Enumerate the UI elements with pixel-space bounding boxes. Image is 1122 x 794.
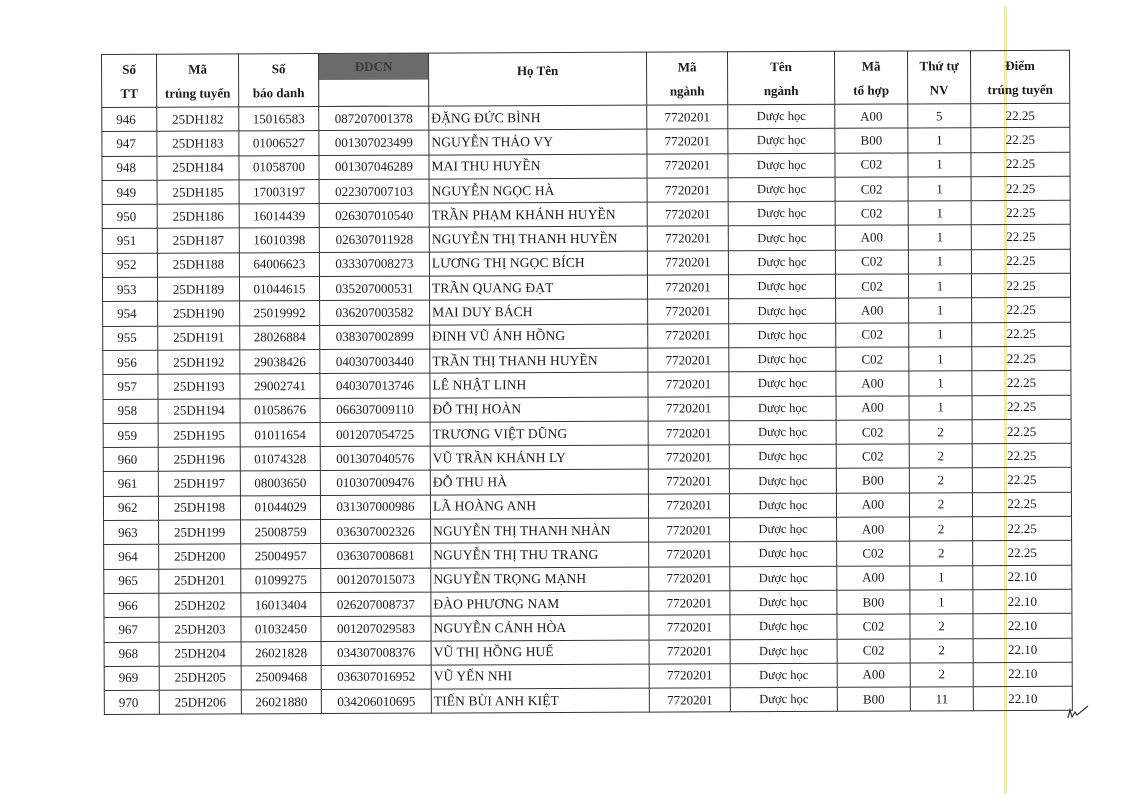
cell-preference-order: 1: [908, 274, 971, 299]
cell-stt: 950: [102, 204, 157, 229]
cell-admission-code: 25DH196: [158, 447, 240, 472]
cell-candidate-number: 16014439: [239, 204, 319, 229]
cell-candidate-number: 01006527: [239, 131, 319, 156]
cell-major-name: Dược học: [728, 201, 835, 226]
cell-candidate-number: 64006623: [239, 252, 319, 277]
header-row: [102, 50, 1070, 107]
cell-preference-order: 1: [908, 177, 971, 202]
cell-candidate-number: 25019992: [240, 301, 320, 326]
cell-admission-score: 22.25: [971, 225, 1070, 250]
cell-admission-score: 22.10: [973, 565, 1072, 590]
cell-subject-group: A00: [837, 663, 910, 688]
cell-full-name: TRẦN THỊ THANH HUYỀN: [430, 348, 648, 373]
cell-stt: 951: [102, 229, 157, 254]
header-admission-code: Mã trúng tuyển: [157, 54, 239, 107]
cell-major-name: Dược học: [730, 542, 837, 567]
cell-admission-score: 22.25: [972, 443, 1071, 468]
cell-stt: 966: [104, 593, 159, 618]
cell-id-number: 026207008737: [321, 592, 431, 617]
cell-subject-group: A00: [836, 298, 909, 323]
cell-admission-score: 22.25: [971, 128, 1070, 153]
cell-admission-code: 25DH182: [157, 107, 239, 132]
cell-subject-group: C02: [836, 347, 909, 372]
cell-admission-code: 25DH201: [159, 569, 241, 594]
cell-major-code: 7720201: [648, 299, 729, 324]
cell-full-name: NGUYỄN NGỌC HÀ: [429, 178, 647, 203]
cell-full-name: TRẦN PHẠM KHÁNH HUYỀN: [429, 202, 647, 227]
cell-admission-score: 22.25: [972, 492, 1071, 517]
cell-subject-group: C02: [836, 420, 909, 445]
cell-admission-code: 25DH183: [157, 131, 239, 156]
cell-major-name: Dược học: [730, 615, 837, 640]
cell-candidate-number: 25004957: [241, 544, 321, 569]
cell-admission-score: 22.25: [971, 200, 1070, 225]
cell-major-name: Dược học: [730, 663, 837, 688]
cell-stt: 970: [104, 690, 159, 715]
cell-major-code: 7720201: [648, 372, 729, 397]
cell-id-number: 087207001378: [319, 106, 429, 131]
cell-preference-order: 1: [909, 347, 972, 372]
cell-major-code: 7720201: [649, 664, 730, 689]
cell-major-code: 7720201: [648, 396, 729, 421]
cell-admission-score: 22.25: [973, 541, 1072, 566]
cell-admission-code: 25DH195: [158, 423, 240, 448]
cell-candidate-number: 01058676: [240, 398, 320, 423]
cell-admission-score: 22.25: [972, 371, 1071, 396]
table-body: [102, 103, 1073, 715]
cell-stt: 954: [103, 302, 158, 327]
table-row: [104, 686, 1072, 715]
cell-id-number: 022307007103: [319, 179, 429, 204]
cell-major-name: Dược học: [730, 517, 837, 542]
cell-subject-group: A00: [836, 396, 909, 421]
cell-id-number: 036307008681: [321, 543, 431, 568]
cell-stt: 949: [102, 180, 157, 205]
cell-full-name: ĐÀO PHƯƠNG NAM: [431, 591, 649, 616]
cell-preference-order: 1: [909, 371, 972, 396]
cell-admission-score: 22.10: [973, 589, 1072, 614]
cell-major-name: Dược học: [729, 420, 836, 445]
cell-stt: 953: [102, 277, 157, 302]
cell-major-code: 7720201: [649, 688, 730, 713]
cell-major-code: 7720201: [647, 153, 728, 178]
cell-stt: 955: [103, 326, 158, 351]
cell-major-name: Dược học: [729, 444, 836, 469]
cell-major-code: 7720201: [647, 129, 728, 154]
cell-major-name: Dược học: [730, 566, 837, 591]
cell-full-name: MAI DUY BÁCH: [430, 299, 648, 324]
cell-major-name: Dược học: [730, 639, 837, 664]
cell-major-name: Dược học: [728, 226, 835, 251]
cell-subject-group: A00: [837, 517, 910, 542]
cell-stt: 968: [104, 642, 159, 667]
cell-full-name: VŨ YẾN NHI: [431, 664, 649, 689]
cell-major-name: Dược học: [729, 347, 836, 372]
cell-full-name: LƯƠNG THỊ NGỌC BÍCH: [429, 251, 647, 276]
cell-major-code: 7720201: [648, 421, 729, 446]
cell-candidate-number: 01074328: [240, 447, 320, 472]
cell-stt: 947: [102, 132, 157, 157]
cell-major-code: 7720201: [647, 178, 728, 203]
cell-major-code: 7720201: [647, 105, 728, 130]
cell-candidate-number: 16013404: [241, 592, 321, 617]
admission-results-table: [101, 50, 1073, 716]
cell-major-name: Dược học: [729, 396, 836, 421]
cell-admission-score: 22.10: [973, 662, 1072, 687]
cell-stt: 957: [103, 375, 158, 400]
header-subject-group: Mã tổ hợp: [834, 51, 907, 104]
cell-admission-score: 22.25: [972, 346, 1071, 371]
cell-candidate-number: 01044029: [240, 495, 320, 520]
cell-preference-order: 2: [910, 517, 973, 542]
cell-candidate-number: 26021880: [241, 690, 321, 715]
cell-preference-order: 5: [908, 104, 971, 129]
cell-preference-order: 1: [908, 128, 971, 153]
cell-subject-group: C02: [835, 177, 908, 202]
cell-admission-code: 25DH193: [158, 374, 240, 399]
cell-id-number: 026307011928: [319, 228, 429, 253]
cell-full-name: MAI THU HUYỀN: [429, 154, 647, 179]
cell-major-code: 7720201: [647, 202, 728, 227]
cell-preference-order: 1: [908, 201, 971, 226]
cell-candidate-number: 01058700: [239, 155, 319, 180]
cell-admission-code: 25DH184: [157, 155, 239, 180]
cell-subject-group: A00: [837, 566, 910, 591]
cell-subject-group: A00: [835, 225, 908, 250]
cell-major-code: 7720201: [648, 323, 729, 348]
cell-major-code: 7720201: [649, 542, 730, 567]
cell-full-name: VŨ THỊ HỒNG HUẾ: [431, 640, 649, 665]
cell-major-name: Dược học: [728, 177, 835, 202]
cell-stt: 961: [103, 472, 158, 497]
cell-admission-score: 22.25: [971, 103, 1070, 128]
cell-full-name: LÃ HOÀNG ANH: [430, 494, 648, 519]
cell-subject-group: C02: [837, 541, 910, 566]
cell-full-name: NGUYỄN TRỌNG MẠNH: [431, 567, 649, 592]
cell-preference-order: 11: [910, 687, 973, 712]
cell-stt: 960: [103, 447, 158, 472]
cell-preference-order: 1: [909, 298, 972, 323]
cell-candidate-number: 01044615: [239, 277, 319, 302]
cell-preference-order: 2: [910, 614, 973, 639]
cell-stt: 948: [102, 156, 157, 181]
cell-admission-code: 25DH191: [158, 326, 240, 351]
cell-subject-group: B00: [836, 468, 909, 493]
cell-major-name: Dược học: [728, 104, 835, 129]
cell-subject-group: C02: [835, 274, 908, 299]
cell-id-number: 010307009476: [320, 471, 430, 496]
cell-admission-score: 22.25: [972, 298, 1071, 323]
cell-preference-order: 2: [910, 541, 973, 566]
cell-major-name: Dược học: [729, 469, 836, 494]
cell-stt: 969: [104, 666, 159, 691]
cell-subject-group: A00: [836, 493, 909, 518]
cell-major-name: Dược học: [730, 687, 837, 712]
cell-subject-group: C02: [837, 639, 910, 664]
cell-stt: 967: [104, 617, 159, 642]
header-admission-score: Điểm trúng tuyển: [970, 50, 1069, 103]
cell-candidate-number: 28026884: [240, 325, 320, 350]
cell-major-code: 7720201: [647, 226, 728, 251]
cell-id-number: 001307023499: [319, 130, 429, 155]
cell-stt: 956: [103, 350, 158, 375]
cell-preference-order: 2: [909, 492, 972, 517]
cell-candidate-number: 01011654: [240, 422, 320, 447]
cell-preference-order: 1: [908, 152, 971, 177]
cell-candidate-number: 01099275: [241, 568, 321, 593]
cell-subject-group: C02: [835, 201, 908, 226]
cell-id-number: 040307003440: [320, 349, 430, 374]
cell-major-code: 7720201: [649, 639, 730, 664]
cell-admission-score: 22.25: [972, 322, 1071, 347]
cell-admission-score: 22.10: [973, 638, 1072, 663]
cell-preference-order: 1: [908, 249, 971, 274]
cell-preference-order: 1: [910, 590, 973, 615]
cell-id-number: 035207000531: [319, 276, 429, 301]
cell-admission-code: 25DH194: [158, 398, 240, 423]
cell-stt: 946: [102, 107, 157, 132]
cell-id-number: 040307013746: [320, 373, 430, 398]
cell-id-number: 034206010695: [321, 689, 431, 714]
cell-full-name: ĐẶNG ĐỨC BÌNH: [429, 105, 647, 130]
cell-candidate-number: 15016583: [239, 107, 319, 132]
cell-admission-code: 25DH187: [157, 228, 239, 253]
cell-admission-code: 25DH192: [158, 350, 240, 375]
cell-subject-group: A00: [836, 371, 909, 396]
cell-admission-score: 22.25: [971, 273, 1070, 298]
cell-admission-code: 25DH197: [158, 471, 240, 496]
cell-id-number: 001307040576: [320, 446, 430, 471]
cell-id-number: 066307009110: [320, 398, 430, 423]
header-preference-order: Thứ tự NV: [907, 51, 970, 104]
cell-major-name: Dược học: [729, 323, 836, 348]
cell-major-code: 7720201: [648, 445, 729, 470]
cell-major-code: 7720201: [649, 615, 730, 640]
cell-admission-code: 25DH189: [157, 277, 239, 302]
cell-subject-group: A00: [835, 104, 908, 129]
cell-admission-score: 22.10: [973, 686, 1072, 711]
header-stt: Số TT: [102, 54, 157, 107]
cell-full-name: ĐỖ THỊ HOÀN: [430, 397, 648, 422]
cell-preference-order: 2: [909, 468, 972, 493]
cell-major-code: 7720201: [649, 566, 730, 591]
cell-id-number: 036307002326: [321, 519, 431, 544]
cell-stt: 962: [103, 496, 158, 521]
cell-subject-group: C02: [835, 250, 908, 275]
header-full-name: Họ Tên: [428, 52, 646, 106]
cell-major-name: Dược học: [728, 153, 835, 178]
cell-major-code: 7720201: [647, 251, 728, 276]
cell-major-name: Dược học: [729, 372, 836, 397]
cell-subject-group: C02: [837, 614, 910, 639]
cell-admission-code: 25DH204: [159, 641, 241, 666]
cell-preference-order: 2: [909, 444, 972, 469]
cell-admission-code: 25DH188: [157, 253, 239, 278]
cell-id-number: 026307010540: [319, 203, 429, 228]
header-id-number: ĐDCN: [319, 53, 429, 106]
cell-id-number: 038307002899: [320, 325, 430, 350]
cell-subject-group: B00: [837, 687, 910, 712]
cell-subject-group: C02: [836, 444, 909, 469]
cell-admission-code: 25DH202: [159, 593, 241, 618]
cell-admission-code: 25DH199: [159, 520, 241, 545]
cell-admission-score: 22.25: [971, 249, 1070, 274]
cell-full-name: TRƯƠNG VIỆT DŨNG: [430, 421, 648, 446]
cell-full-name: NGUYỄN CẢNH HÒA: [431, 615, 649, 640]
cell-major-name: Dược học: [729, 493, 836, 518]
cell-admission-code: 25DH186: [157, 204, 239, 229]
cell-admission-score: 22.25: [972, 395, 1071, 420]
admission-list-sheet: [101, 50, 1072, 716]
cell-major-name: Dược học: [728, 274, 835, 299]
cell-major-code: 7720201: [648, 348, 729, 373]
cell-major-name: Dược học: [730, 590, 837, 615]
cell-candidate-number: 08003650: [240, 471, 320, 496]
cell-full-name: NGUYỄN THỊ THANH HUYỀN: [429, 227, 647, 252]
cell-major-code: 7720201: [649, 518, 730, 543]
cell-major-code: 7720201: [649, 591, 730, 616]
cell-candidate-number: 25008759: [241, 520, 321, 545]
cell-id-number: 001307046289: [319, 155, 429, 180]
cell-id-number: 001207054725: [320, 422, 430, 447]
cell-id-number: 033307008273: [319, 252, 429, 277]
cell-stt: 952: [102, 253, 157, 278]
cell-major-name: Dược học: [728, 250, 835, 275]
cell-preference-order: 2: [909, 420, 972, 445]
cell-admission-code: 25DH203: [159, 617, 241, 642]
cell-full-name: ĐỖ THU HÀ: [430, 470, 648, 495]
cell-preference-order: 1: [908, 225, 971, 250]
cell-major-code: 7720201: [647, 275, 728, 300]
cell-preference-order: 2: [910, 663, 973, 688]
cell-admission-score: 22.25: [973, 516, 1072, 541]
cell-candidate-number: 25009468: [241, 665, 321, 690]
cell-id-number: 034307008376: [321, 641, 431, 666]
cell-admission-code: 25DH190: [158, 301, 240, 326]
cell-candidate-number: 01032450: [241, 617, 321, 642]
cell-full-name: TRẦN QUANG ĐẠT: [429, 275, 647, 300]
header-candidate-number: Số báo danh: [239, 54, 319, 107]
cell-preference-order: 2: [910, 638, 973, 663]
table-header: [102, 50, 1070, 107]
cell-subject-group: C02: [836, 323, 909, 348]
cell-candidate-number: 29038426: [240, 350, 320, 375]
cell-admission-score: 22.25: [972, 419, 1071, 444]
cell-subject-group: B00: [837, 590, 910, 615]
cell-major-code: 7720201: [648, 494, 729, 519]
header-major-code: Mã ngành: [646, 52, 727, 105]
cell-stt: 958: [103, 399, 158, 424]
cell-full-name: LÊ NHẬT LINH: [430, 372, 648, 397]
cell-admission-code: 25DH198: [158, 496, 240, 521]
cell-admission-score: 22.10: [973, 614, 1072, 639]
cell-id-number: 001207015073: [321, 568, 431, 593]
cell-full-name: TIẾN BÙI ANH KIỆT: [431, 688, 649, 713]
cell-stt: 963: [104, 520, 159, 545]
cell-admission-score: 22.25: [972, 468, 1071, 493]
cell-admission-score: 22.25: [971, 176, 1070, 201]
cell-subject-group: B00: [835, 128, 908, 153]
cell-candidate-number: 26021828: [241, 641, 321, 666]
cell-admission-code: 25DH206: [159, 690, 241, 715]
cell-admission-code: 25DH200: [159, 544, 241, 569]
cell-admission-code: 25DH185: [157, 180, 239, 205]
cell-candidate-number: 17003197: [239, 179, 319, 204]
cell-full-name: NGUYỄN THỊ THU TRANG: [431, 542, 649, 567]
cell-stt: 965: [104, 569, 159, 594]
cell-preference-order: 1: [909, 322, 972, 347]
cell-id-number: 036307016952: [321, 665, 431, 690]
cell-admission-code: 25DH205: [159, 666, 241, 691]
cell-full-name: ĐINH VŨ ÁNH HỒNG: [430, 324, 648, 349]
cell-id-number: 001207029583: [321, 616, 431, 641]
cell-id-number: 036207003582: [320, 300, 430, 325]
cell-major-name: Dược học: [729, 299, 836, 324]
cell-id-number: 031307000986: [320, 495, 430, 520]
cell-full-name: NGUYỄN THẢO VY: [429, 129, 647, 154]
cell-stt: 959: [103, 423, 158, 448]
cell-candidate-number: 16010398: [239, 228, 319, 253]
cell-admission-score: 22.25: [971, 152, 1070, 177]
cell-major-name: Dược học: [728, 129, 835, 154]
cell-candidate-number: 29002741: [240, 374, 320, 399]
cell-major-code: 7720201: [648, 469, 729, 494]
cell-full-name: VŨ TRẦN KHÁNH LY: [430, 445, 648, 470]
cell-preference-order: 1: [909, 395, 972, 420]
cell-full-name: NGUYỄN THỊ THANH NHÀN: [431, 518, 649, 543]
cell-preference-order: 1: [910, 565, 973, 590]
cell-stt: 964: [104, 545, 159, 570]
handwritten-tick-mark: [1066, 702, 1090, 722]
header-major-name: Tên ngành: [727, 51, 834, 104]
cell-subject-group: C02: [835, 153, 908, 178]
